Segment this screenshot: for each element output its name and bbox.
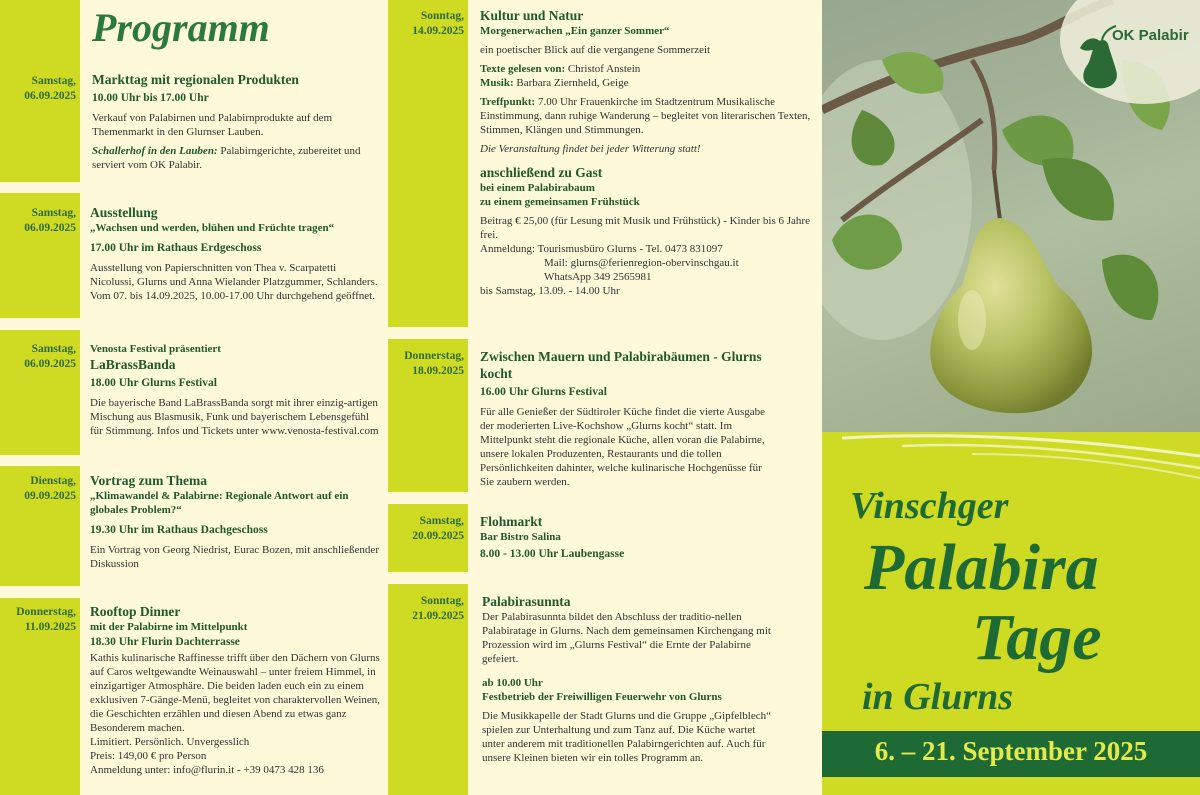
event-date: Sonntag, 14.09.2025 (412, 10, 464, 37)
event-subtitle: Morgenerwachen „Ein ganzer Sommer“ (480, 25, 670, 37)
event-text: Verkauf von Palabirnen und Palabirnprodukte auf dem Themenmarkt in den Glurnser Lauben. (92, 112, 333, 138)
cover-line-in-glurns: in Glurns (862, 676, 1014, 718)
event-title: Ausstellung (90, 205, 158, 220)
cover-line-palabira: Palabira (864, 531, 1099, 604)
pear-photo (822, 0, 1200, 432)
event-date: Donnerstag, 11.09.2025 (16, 606, 76, 633)
event-text: Der Palabirasunnta bildet den Abschluss der traditio-nellen Palabiratage in Glurns. Nach dem gemeinsamen Kirchengang mit Prozession wird im „Glurns Festival“ die Ernte der Palabirne gefeiert. (482, 611, 771, 665)
event-text: ein poetischer Blick auf die vergangene Sommerzeit (480, 44, 711, 56)
program-column-middle (388, 0, 822, 795)
event-title: Vortrag zum Thema (90, 473, 207, 488)
event-flohmarkt (480, 513, 770, 562)
event-time: 16.00 Uhr Glurns Festival (480, 386, 607, 398)
registration: Mail: glurns@ferienregion-obervinschgau.it (544, 257, 739, 269)
guest-title: anschließend zu Gast (480, 165, 603, 180)
event-title: LaBrassBanda (90, 357, 176, 372)
event-time: 8.00 - 13.00 Uhr Laubengasse (480, 548, 625, 560)
guest-subtitle: zu einem gemeinsamen Frühstück (480, 196, 640, 208)
event-text: Für alle Genießer der Südtiroler Küche findet die vierte Ausgabe der moderierten Live-Kochshow „Glurns kocht“ statt. Im Mittelpunkt steht die regionale Küche, allen voran die Palabirne, unsere lokalen Produzenten, Restaurants und die tollen Persönlichkeiten dahinter, welche kulinarische Hochgenüsse für Sie zaubern werden. (480, 406, 765, 488)
event-subtitle: Festbetrieb der Freiwilligen Feuerwehr von Glurns (482, 691, 722, 703)
logo-text: OK Palabir (1112, 27, 1189, 44)
event-text: Die bayerische Band LaBrassBanda sorgt mit ihrer einzig-artigen Mischung aus Blasmusik, Funk und bayerischem Lebensgefühl für Stimmung. Infos und Tickets unter www.venosta-festival.com (90, 397, 379, 437)
event-text: Ausstellung von Papierschnitten von Thea v. Scarpatetti Nicolussi, Glurns und Anna Wielander Platzgummer, Schlanders. Vom 07. bis 14.09.2025, 10.00-17.00 Uhr durchgehend geöffnet. (90, 262, 378, 302)
event-date: Sonntag, 21.09.2025 (412, 595, 464, 622)
guest-subtitle: bei einem Palabirabaum (480, 182, 595, 194)
event-text: Ein Vortrag von Georg Niedrist, Eurac Bozen, mit anschließender Diskussion (90, 544, 379, 570)
date-bar (388, 0, 468, 327)
event-time: ab 10.00 Uhr (482, 677, 543, 689)
event-palabirasunnta (482, 593, 772, 765)
event-glurns-kocht (480, 348, 770, 489)
cover-panel (822, 0, 1200, 795)
event-date: Samstag, 06.09.2025 (24, 75, 76, 102)
event-title: Kultur und Natur (480, 8, 584, 23)
program-title: Programm (92, 5, 270, 50)
event-ausstellung (90, 204, 380, 303)
event-subtitle: mit der Palabirne im Mittelpunkt (90, 621, 248, 633)
registration: bis Samstag, 13.09. - 14.00 Uhr (480, 285, 620, 297)
event-title: Palabirasunnta (482, 594, 571, 609)
fee: Beitrag € 25,00 (für Lesung mit Musik und Frühstück) - Kinder bis 6 Jahre frei. (480, 215, 810, 241)
event-kultur-natur: Kultur und Natur Morgenerwachen „Ein ganzer Sommer“ ein poetischer Blick auf die vergangene Sommerzeit Texte gelesen von: Christof Anstein Musik: Barbara Ziernheld, Geige Treffpunkt: 7.00 Uhr Frauenkirche im Stadtzentrum Musikalische Einstimmung, dann ruhige Wanderung – begleitet von literarischen Texten, Stimmen, Klängen und Stimmungen. Die Veranstaltung findet bei jeder Witterung statt! anschließend zu Gast bei einem Palabirabaum zu einem gemeinsamen Frühstück Beitrag € 25,00 (für Lesung mit Musik und Frühstück) - Kinder bis 6 Jahre frei. Anmeldung: Tourismusbüro Glurns - Tel. 0473 831097 Mail: glurns@ferienregion-obervinschgau.it WhatsApp 349 2565981 bis Samstag, 13.09. - 14.00 Uhr (480, 7, 820, 298)
decorative-wave (822, 428, 1200, 488)
event-markttag: Markttag mit regionalen Produkten 10.00 Uhr bis 17.00 Uhr Verkauf von Palabirnen und Palabirnprodukte auf dem Themenmarkt in den Glurnser Lauben. Schallerhof in den Lauben: Palabirngerichte, zubereitet und serviert vom OK Palabir. (92, 71, 377, 172)
event-date: Donnerstag, 18.09.2025 (404, 350, 464, 377)
event-time: 17.00 Uhr im Rathaus Erdgeschoss (90, 242, 262, 254)
cover-line-tage: Tage (972, 601, 1102, 674)
event-date: Samstag, 06.09.2025 (24, 207, 76, 234)
event-text: Kathis kulinarische Raffinesse trifft über den Dächern von Glurns auf Caros weltgewandte Weinauswahl – unter freiem Himmel, in einzigartiger Atmosphäre. Die beiden laden euch ein zu einem exklusiven 7-Gänge-Menü, begleitet von charaktervollen Weinen, die Geschichten erzählen und diesen Abend zu etwas ganz Besonderem machen. (90, 652, 381, 734)
registration: WhatsApp 349 2565981 (544, 271, 652, 283)
event-subtitle: Bar Bistro Salina (480, 531, 561, 543)
event-extra: Limitiert. Persönlich. Unvergesslich (90, 736, 250, 748)
event-title: Zwischen Mauern und Palabirabäumen - Glurns kocht (480, 349, 762, 381)
program-column-left (0, 0, 388, 795)
event-time: 18.00 Uhr Glurns Festival (90, 377, 217, 389)
event-text: Die Musikkapelle der Stadt Glurns und die Gruppe „Gipfelblech“ spielen zur Unterhaltung und zum Tanz auf. Die Küche wartet unter anderem mit traditionellen Palabirngerichten auf. Auch für unsere Kleinen bieten wir ein tolles Programm an. (482, 710, 771, 764)
event-title: Markttag mit regionalen Produkten (92, 72, 299, 87)
event-date: Samstag, 20.09.2025 (412, 515, 464, 542)
event-vortrag (90, 472, 380, 571)
event-extra: Anmeldung unter: info@flurin.it - +39 0473 428 136 (90, 764, 324, 776)
event-time: 19.30 Uhr im Rathaus Dachgeschoss (90, 524, 268, 536)
event-labrassbanda (90, 342, 380, 438)
event-date: Dienstag, 09.09.2025 (24, 475, 76, 502)
event-date: Samstag, 06.09.2025 (24, 343, 76, 370)
event-extra: Preis: 149,00 € pro Person (90, 750, 207, 762)
event-title: Rooftop Dinner (90, 604, 181, 619)
cover-line-vinschger: Vinschger (850, 485, 1009, 527)
event-title: Flohmarkt (480, 514, 543, 529)
weather-note: Die Veranstaltung findet bei jeder Witterung statt! (480, 143, 701, 155)
registration: Anmeldung: Tourismusbüro Glurns - Tel. 0473 831097 (480, 243, 723, 255)
event-subtitle: „Klimawandel & Palabirne: Regionale Antwort auf ein globales Problem?“ (90, 490, 349, 516)
event-time: 10.00 Uhr bis 17.00 Uhr (92, 92, 209, 104)
event-time: 18.30 Uhr Flurin Dachterrasse (90, 636, 240, 648)
event-subtitle: „Wachsen und werden, blühen und Früchte tragen“ (90, 222, 335, 234)
event-pretitle: Venosta Festival präsentiert (90, 343, 221, 355)
festival-dates: 6. – 21. September 2025 (874, 736, 1148, 766)
event-rooftop-dinner (90, 603, 382, 777)
